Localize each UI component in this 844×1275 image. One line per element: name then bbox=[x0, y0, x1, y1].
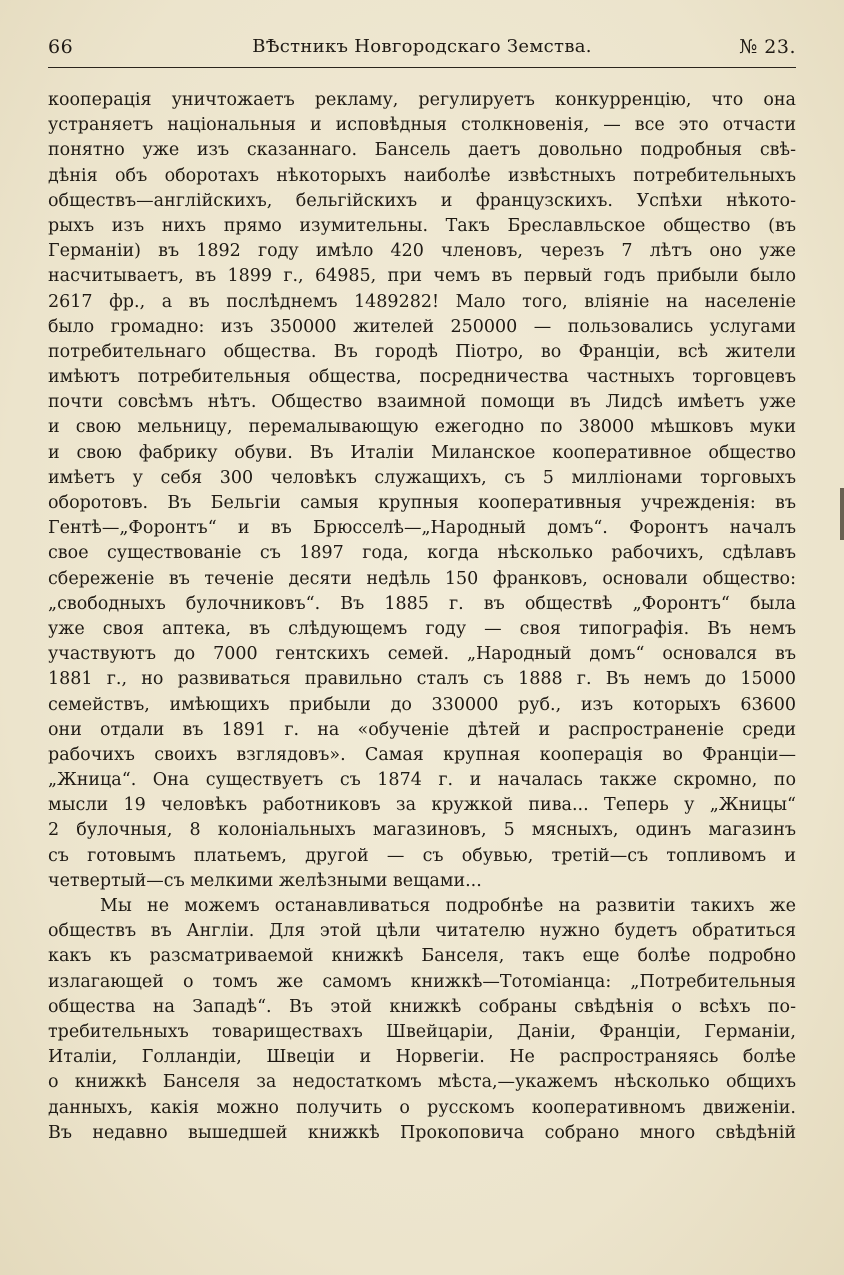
text-line: имѣютъ потребительныя общества, посредничества частныхъ торговцевъ bbox=[48, 367, 796, 388]
text-line: Въ недавно вышедшей книжкѣ Прокоповича собрано много свѣдѣній bbox=[48, 1122, 796, 1143]
text-line: о книжкѣ Банселя за недостаткомъ мѣста,—укажемъ нѣсколько общихъ bbox=[48, 1072, 796, 1093]
text-line: Германіи) въ 1892 году имѣло 420 членовъ, черезъ 7 лѣтъ оно уже bbox=[48, 241, 796, 262]
text-line: рыхъ изъ нихъ прямо изумительны. Такъ Бреславльское общество (въ bbox=[48, 215, 796, 236]
text-line: Италіи, Голландіи, Швеціи и Норвегіи. Не распространяясь болѣе bbox=[48, 1047, 796, 1068]
text-line: обществъ въ Англіи. Для этой цѣли читателю нужно будетъ обратиться bbox=[48, 921, 796, 942]
text-line: было громадно: изъ 350000 жителей 250000 — пользовались услугами bbox=[48, 316, 796, 337]
paragraph-first-line: Мы не можемъ останавливаться подробнѣе на развитіи такихъ же bbox=[100, 896, 796, 916]
text-line: мысли 19 человѣкъ работниковъ за кружкой пива... Теперь у „Жницы“ bbox=[48, 795, 796, 816]
text-line: уже своя аптека, въ слѣдующемъ году — своя типографія. Въ немъ bbox=[48, 618, 796, 639]
text-line: участвуютъ до 7000 гентскихъ семей. „Народный домъ“ основался въ bbox=[48, 644, 796, 665]
text-line: почти совсѣмъ нѣтъ. Общество взаимной помощи въ Лидсѣ имѣетъ уже bbox=[48, 392, 796, 413]
text-line: имѣетъ у себя 300 человѣкъ служащихъ, съ 5 милліонами торговыхъ bbox=[48, 467, 796, 488]
text-line: 2617 фр., а въ послѣднемъ 1489282! Мало того, вліяніе на населеніе bbox=[48, 291, 796, 312]
paragraph-end-line: четвертый—съ мелкими желѣзными вещами... bbox=[48, 870, 482, 891]
text-line: они отдали въ 1891 г. на «обученіе дѣтей и распространеніе среди bbox=[48, 719, 796, 740]
text-line: понятно уже изъ сказаннаго. Бансель даетъ довольно подробныя свѣ- bbox=[48, 140, 796, 161]
text-line: общества на Западѣ“. Въ этой книжкѣ собраны свѣдѣнія о всѣхъ по- bbox=[48, 996, 796, 1017]
text-line: и свою мельницу, перемалывающую ежегодно по 38000 мѣшковъ муки bbox=[48, 417, 796, 438]
text-line: потребительнаго общества. Въ городѣ Піотро, во Франціи, всѣ жители bbox=[48, 341, 796, 362]
article-body bbox=[48, 88, 796, 1146]
text-line: данныхъ, какія можно получить о русскомъ кооперативномъ движеніи. bbox=[48, 1097, 796, 1118]
text-line: „Жница“. Она существуетъ съ 1874 г. и началась также скромно, по bbox=[48, 770, 796, 791]
issue-number: № 23. bbox=[739, 36, 796, 58]
text-line: 2 булочныя, 8 колоніальныхъ магазиновъ, 5 мясныхъ, одинъ магазинъ bbox=[48, 820, 796, 841]
header-rule bbox=[48, 67, 796, 68]
journal-title: ВѢстникъ Новгородскаго Земства. bbox=[252, 36, 592, 57]
text-line: дѣнія объ оборотахъ нѣкоторыхъ наиболѣе извѣстныхъ потребительныхъ bbox=[48, 165, 796, 186]
text-line: оборотовъ. Въ Бельгіи самыя крупныя кооперативныя учрежденія: въ bbox=[48, 493, 796, 513]
text-line: „свободныхъ булочниковъ“. Въ 1885 г. въ обществѣ „Форонтъ“ была bbox=[48, 593, 796, 614]
text-line: насчитываетъ, въ 1899 г., 64985, при чемъ въ первый годъ прибыли было bbox=[48, 266, 796, 287]
edge-mark bbox=[840, 488, 844, 540]
page-number: 66 bbox=[48, 36, 74, 58]
text-line: сбереженіе въ теченіе десяти недѣль 150 франковъ, основали общество: bbox=[48, 568, 796, 589]
text-line: рабочихъ своихъ взглядовъ». Самая крупная кооперація во Франціи— bbox=[48, 744, 796, 765]
running-header bbox=[48, 36, 796, 66]
text-line: какъ къ разсматриваемой книжкѣ Банселя, такъ еще болѣе подробно bbox=[48, 946, 796, 967]
text-line: семействъ, имѣющихъ прибыли до 330000 руб., изъ которыхъ 63600 bbox=[48, 694, 796, 715]
text-line: излагающей о томъ же самомъ книжкѣ—Тотоміанца: „Потребительныя bbox=[48, 971, 796, 992]
text-line: Гентѣ—„Форонтъ“ и въ Брюсселѣ—„Народный домъ“. Форонтъ началъ bbox=[48, 518, 796, 539]
text-line: обществъ—англійскихъ, бельгійскихъ и французскихъ. Успѣхи нѣкото- bbox=[48, 190, 796, 211]
text-line: требительныхъ товариществахъ Швейцаріи, Даніи, Франціи, Германіи, bbox=[48, 1021, 796, 1042]
text-line: устраняетъ національныя и исповѣдныя столкновенія, — все это отчасти bbox=[48, 115, 796, 136]
text-line: съ готовымъ платьемъ, другой — съ обувью, третій—съ топливомъ и bbox=[48, 845, 796, 866]
text-line: свое существованіе съ 1897 года, когда нѣсколько рабочихъ, сдѣлавъ bbox=[48, 543, 796, 564]
text-line: 1881 г., но развиваться правильно сталъ съ 1888 г. Въ немъ до 15000 bbox=[48, 669, 796, 690]
text-line: и свою фабрику обуви. Въ Италіи Миланское кооперативное общество bbox=[48, 442, 796, 463]
text-line: кооперація уничтожаетъ рекламу, регулируетъ конкурренцію, что она bbox=[48, 90, 796, 110]
